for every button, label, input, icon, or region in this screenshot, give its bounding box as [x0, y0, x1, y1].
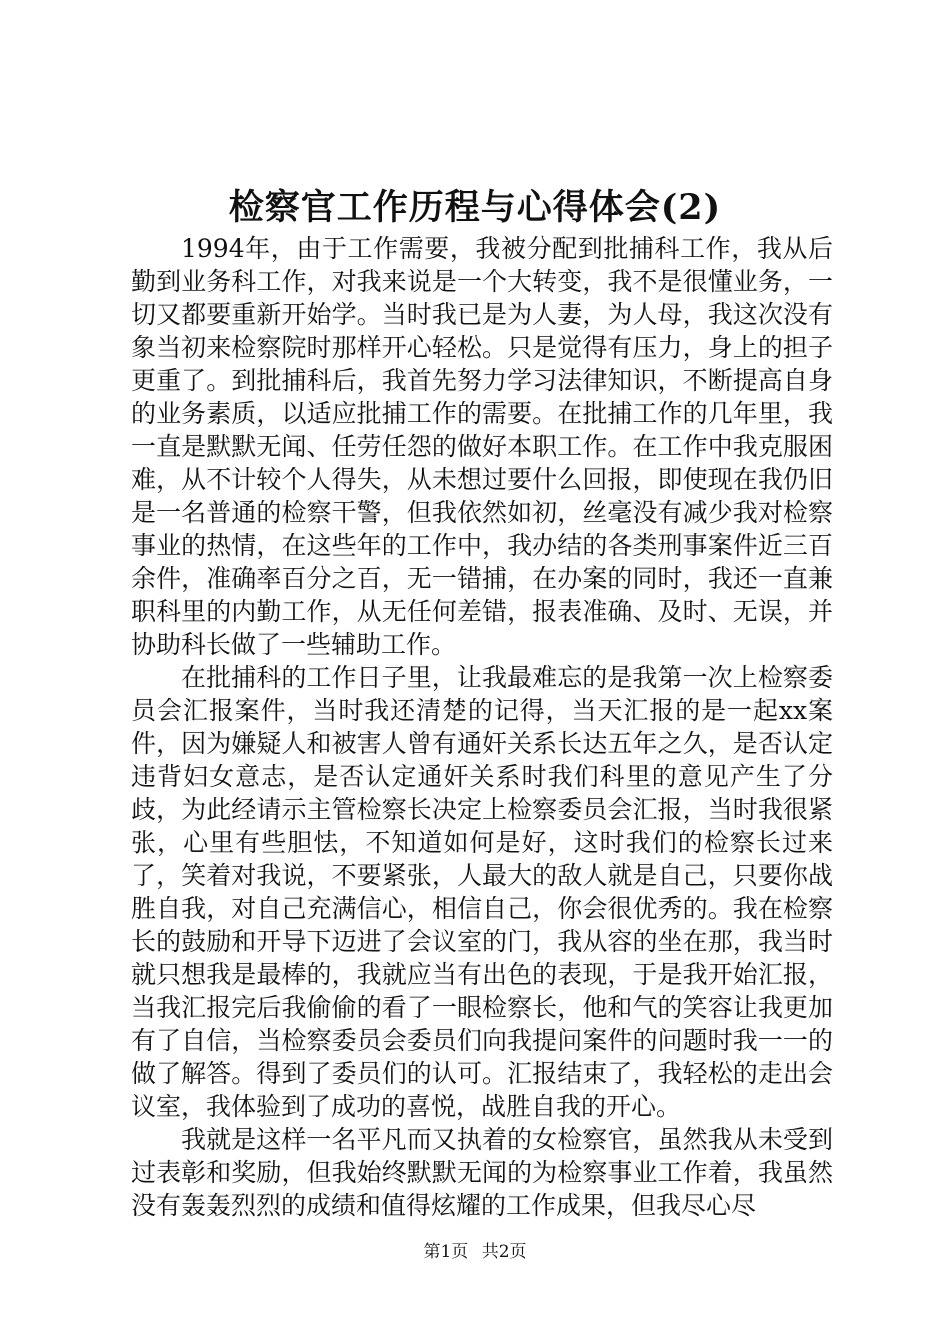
document-title: 检察官工作历程与心得体会(2): [228, 187, 722, 228]
page-footer: [0, 1241, 950, 1263]
document-body: [131, 232, 833, 1222]
page-number: 第1页: [423, 1242, 469, 1262]
paragraph-3: 我就是这样一名平凡而又执着的女检察官，虽然我从未受到过表彰和奖励，但我始终默默无闻的为检察事业工作着，我虽然没有轰轰烈烈的成绩和值得炫耀的工作成果，但我尽心尽: [131, 1125, 833, 1220]
page-total: 共2页: [481, 1242, 527, 1262]
paragraph-1: 1994年，由于工作需要，我被分配到批捕科工作，我从后勤到业务科工作，对我来说是一个大转变，我不是很懂业务，一切又都要重新开始学。当时我已是为人妻，为人母，我这次没有象当初来检察院时那样开心轻松。只是觉得有压力，身上的担子更重了。到批捕科后，我首先努力学习法律知识，不断提高自身的业务素质，以适应批捕工作的需要。在批捕工作的几年里，我一直是默默无闻、任劳任怨的做好本职工作。在工作中我克服困难，从不计较个人得失，从未想过要什么回报，即使现在我仍旧是一名普通的检察干警，但我依然如初，丝毫没有减少我对检察事业的热情，在这些年的工作中，我办结的各类刑事案件近三百余件，准确率百分之百，无一错捕，在办案的同时，我还一直兼职科里的内勤工作，从无任何差错，报表准确、及时、无误，并协助科长做了一些辅助工作。: [131, 234, 833, 659]
paragraph-2: 在批捕科的工作日子里，让我最难忘的是我第一次上检察委员会汇报案件，当时我还清楚的记得，当天汇报的是一起xx案件，因为嫌疑人和被害人曾有通奸关系长达五年之久，是否认定违背妇女意志，是否认定通奸关系时我们科里的意见产生了分歧，为此经请示主管检察长决定上检察委员会汇报，当时我很紧张，心里有些胆怯，不知道如何是好，这时我们的检察长过来了，笑着对我说，不要紧张，人最大的敌人就是自己，只要你战胜自我，对自己充满信心，相信自己，你会很优秀的。我在检察长的鼓励和开导下迈进了会议室的门，我从容的坐在那，我当时就只想我是最棒的，我就应当有出色的表现，于是我开始汇报，当我汇报完后我偷偷的看了一眼检察长，他和气的笑容让我更加有了自信，当检察委员会委员们向我提问案件的问题时我一一的做了解答。得到了委员们的认可。汇报结束了，我轻松的走出会议室，我体验到了成功的喜悦，战胜自我的开心。: [131, 663, 833, 1121]
